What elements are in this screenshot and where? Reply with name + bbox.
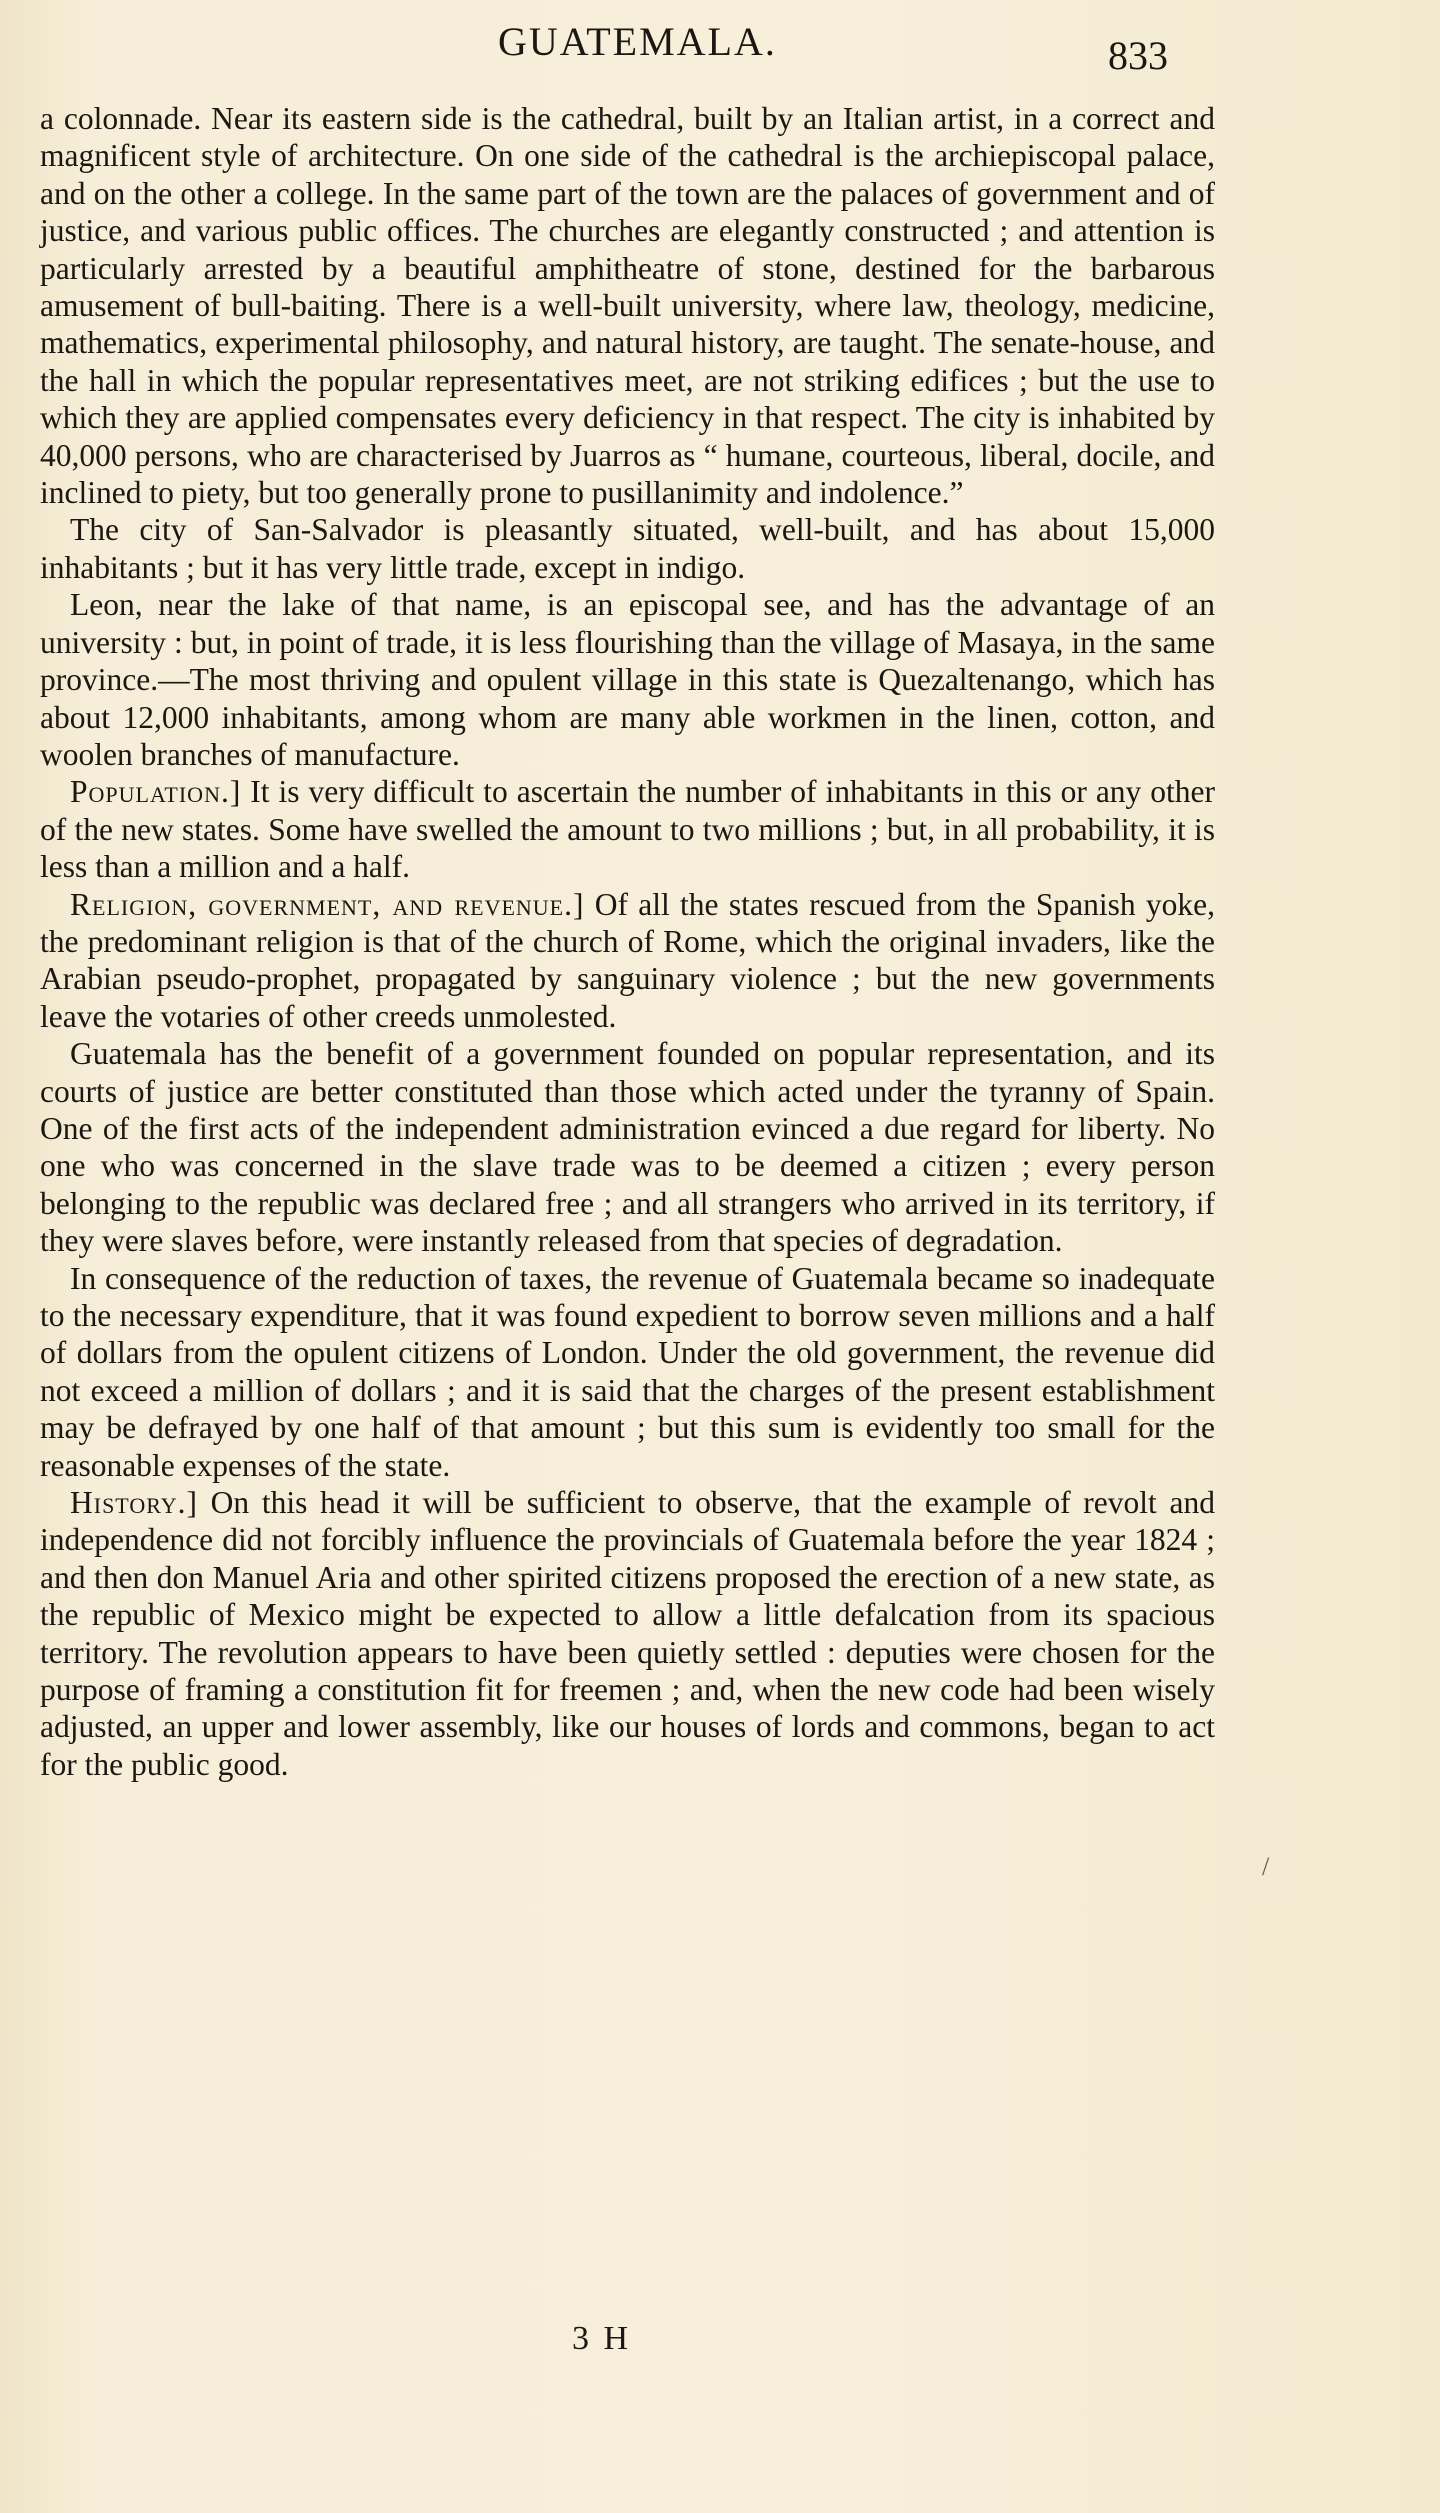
section-heading: Religion, government, and revenue.]: [70, 886, 585, 922]
section-heading: Population.]: [70, 774, 242, 810]
paragraph: Population.] It is very difficult to ascertain the number of inhabitants in this or any other of the new states. Some have swelled the amount to two millions ; but, in all probability, it is less than a million and a half.: [40, 774, 1215, 885]
paragraph: Guatemala has the benefit of a government founded on popular representation, and its courts of justice are better constituted than those which acted under the tyranny of Spain. One of the first acts of the independent administration evinced a due regard for liberty. No one who was concerned in the slave trade was to be deemed a citizen ; every person belonging to the republic was declared free ; and all strangers who arrived in its territory, if they were slaves before, were instantly released from that species of degradation.: [40, 1036, 1215, 1259]
page-header: [0, 18, 1440, 78]
paragraph: Leon, near the lake of that name, is an episcopal see, and has the advantage of an university : but, in point of trade, it is less flourishing than the village of Masaya, in the same province.—The most thriving and opulent village in this state is Quezaltenango, which has about 12,000 inhabitants, among whom are many able workmen in the linen, cotton, and woolen branches of manufacture.: [40, 587, 1215, 772]
margin-mark: /: [1262, 1852, 1270, 1881]
section-heading: History.]: [70, 1485, 198, 1521]
paragraph: In consequence of the reduction of taxes, the revenue of Guatemala became so inadequate to the necessary expenditure, that it was found expedient to borrow seven millions and a half of dollars from the opulent citizens of London. Under the old government, the revenue did not exceed a million of dollars ; and it is said that the charges of the present establishment may be defrayed by one half of that amount ; but this sum is evidently too small for the reasonable expenses of the state.: [40, 1260, 1215, 1483]
paragraph: Religion, government, and revenue.] Of all the states rescued from the Spanish yoke, the predominant religion is that of the church of Rome, which the original invaders, like the Arabian pseudo-prophet, propagated by sanguinary violence ; but the new governments leave the votaries of other creeds unmolested.: [40, 886, 1215, 1034]
paragraph: History.] On this head it will be sufficient to observe, that the example of revolt and independence did not forcibly influence the provincials of Guatemala before the year 1824 ; and then don Manuel Aria and other spirited citizens proposed the erection of a new state, as the republic of Mexico might be expected to allow a little defalcation from its spacious territory. The revolution appears to have been quietly settled : deputies were chosen for the purpose of framing a constitution fit for freemen ; and, when the new code had been wisely adjusted, an upper and lower assembly, like our houses of lords and commons, began to act for the public good.: [40, 1485, 1215, 1782]
running-head: GUATEMALA.: [498, 19, 777, 64]
paragraph: The city of San-Salvador is pleasantly situated, well-built, and has about 15,000 inhabitants ; but it has very little trade, except in indigo.: [40, 512, 1215, 585]
page-number: 833: [1108, 33, 1168, 78]
signature-mark: 3 H: [572, 2320, 632, 2357]
body-text: [40, 100, 1215, 1783]
paragraph: a colonnade. Near its eastern side is the cathedral, built by an Italian artist, in a correct and magnificent style of architecture. On one side of the cathedral is the archiepiscopal palace, and on the other a college. In the same part of the town are the palaces of government and of justice, and various public offices. The churches are elegantly constructed ; and attention is particularly arrested by a beautiful amphitheatre of stone, destined for the barbarous amusement of bull-baiting. There is a well-built university, where law, theology, medicine, mathematics, experimental philosophy, and natural history, are taught. The senate-house, and the hall in which the popular representatives meet, are not striking edifices ; but the use to which they are applied compensates every deficiency in that respect. The city is inhabited by 40,000 persons, who are characterised by Juarros as “ humane, courteous, liberal, docile, and inclined to piety, but too generally prone to pusillanimity and indolence.”: [40, 101, 1215, 511]
